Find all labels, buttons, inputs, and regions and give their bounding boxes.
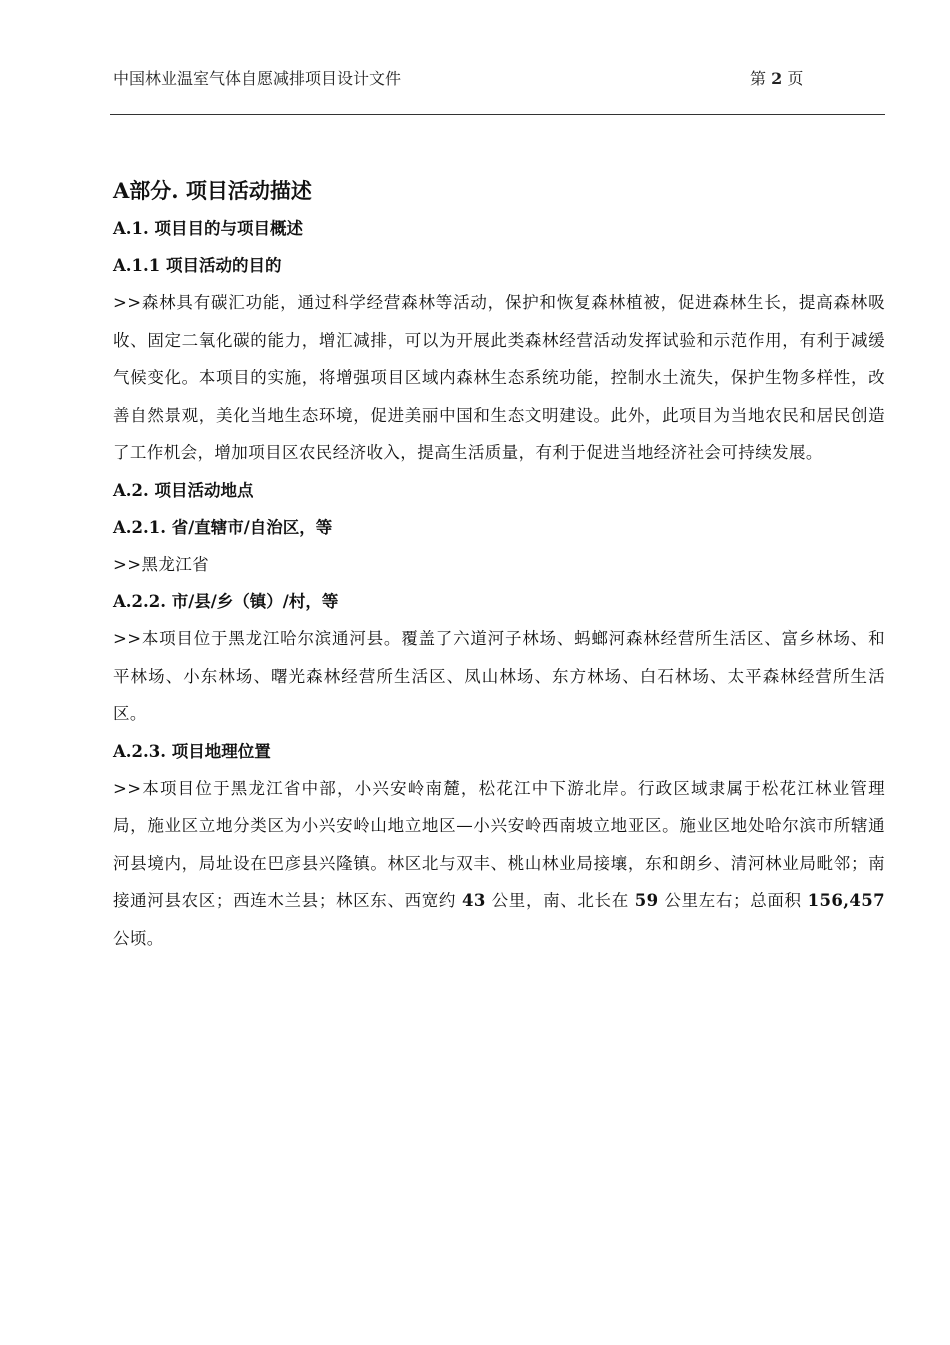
part-title: A部分. 项目活动描述 bbox=[113, 178, 312, 203]
a23-text-part-3: 公里左右；总面积 bbox=[658, 891, 808, 910]
a23-area-ha: 156,457 bbox=[807, 891, 885, 910]
section-a22-title: A.2.2. 市/县/乡（镇）/村，等 bbox=[113, 592, 339, 611]
section-a11-text: >>森林具有碳汇功能，通过科学经营森林等活动，保护和恢复森林植被，促进森林生长，提高森林吸收、固定二氧化碳的能力，增汇减排，可以为开展此类森林经营活动发挥试验和示范作用，有利于减缓气候变化。本项目的实施，将增强项目区域内森林生态系统功能，控制水土流失，保护生物多样性，改善自然景观，美化当地生态环境，促进美丽中国和生态文明建设。此外，此项目为当地农民和居民创造了工作机会，增加项目区农民经济收入，提高生活质量，有利于促进当地经济社会可持续发展。 bbox=[113, 293, 885, 462]
section-a22-text: >>本项目位于黑龙江哈尔滨通河县。覆盖了六道河子林场、蚂螂河森林经营所生活区、富乡林场、和平林场、小东林场、曙光森林经营所生活区、凤山林场、东方林场、白石林场、太平森林经营所生活区。 bbox=[113, 629, 885, 723]
page-number: 2 bbox=[771, 69, 783, 88]
header-page-number bbox=[750, 66, 803, 89]
a23-length-km: 59 bbox=[634, 891, 659, 910]
section-a2-title: A.2. 项目活动地点 bbox=[113, 480, 254, 500]
a23-text-part-4: 公顷。 bbox=[113, 928, 164, 948]
header-rule bbox=[110, 114, 885, 115]
a23-text-part-2: 公里，南、北长在 bbox=[485, 891, 635, 910]
a23-width-km: 43 bbox=[461, 891, 486, 910]
page-suffix: 页 bbox=[787, 69, 804, 88]
section-a11-title: A.1.1 项目活动的目的 bbox=[113, 256, 282, 275]
document-body bbox=[113, 172, 885, 957]
section-a23-title: A.2.3. 项目地理位置 bbox=[113, 741, 271, 761]
section-a21-text: >>黑龙江省 bbox=[113, 554, 210, 574]
section-a23-text bbox=[113, 770, 885, 958]
section-a21-title: A.2.1. 省/直辖市/自治区，等 bbox=[113, 517, 333, 537]
page-prefix: 第 bbox=[750, 69, 767, 88]
header-title: 中国林业温室气体自愿减排项目设计文件 bbox=[113, 69, 402, 88]
page-header bbox=[113, 66, 885, 94]
a23-text-part-1: >>本项目位于黑龙江省中部，小兴安岭南麓，松花江中下游北岸。行政区域隶属于松花江林业管理局，施业区立地分类区为小兴安岭山地立地区—小兴安岭西南坡立地亚区。施业区地处哈尔滨市所辖通河县境内，局址设在巴彦县兴隆镇。林区北与双丰、桃山林业局接壤，东和朗乡、清河林业局毗邻；南接通河县农区；西连木兰县；林区东、西宽约 bbox=[113, 778, 885, 910]
section-a1-title: A.1. 项目目的与项目概述 bbox=[113, 219, 304, 238]
